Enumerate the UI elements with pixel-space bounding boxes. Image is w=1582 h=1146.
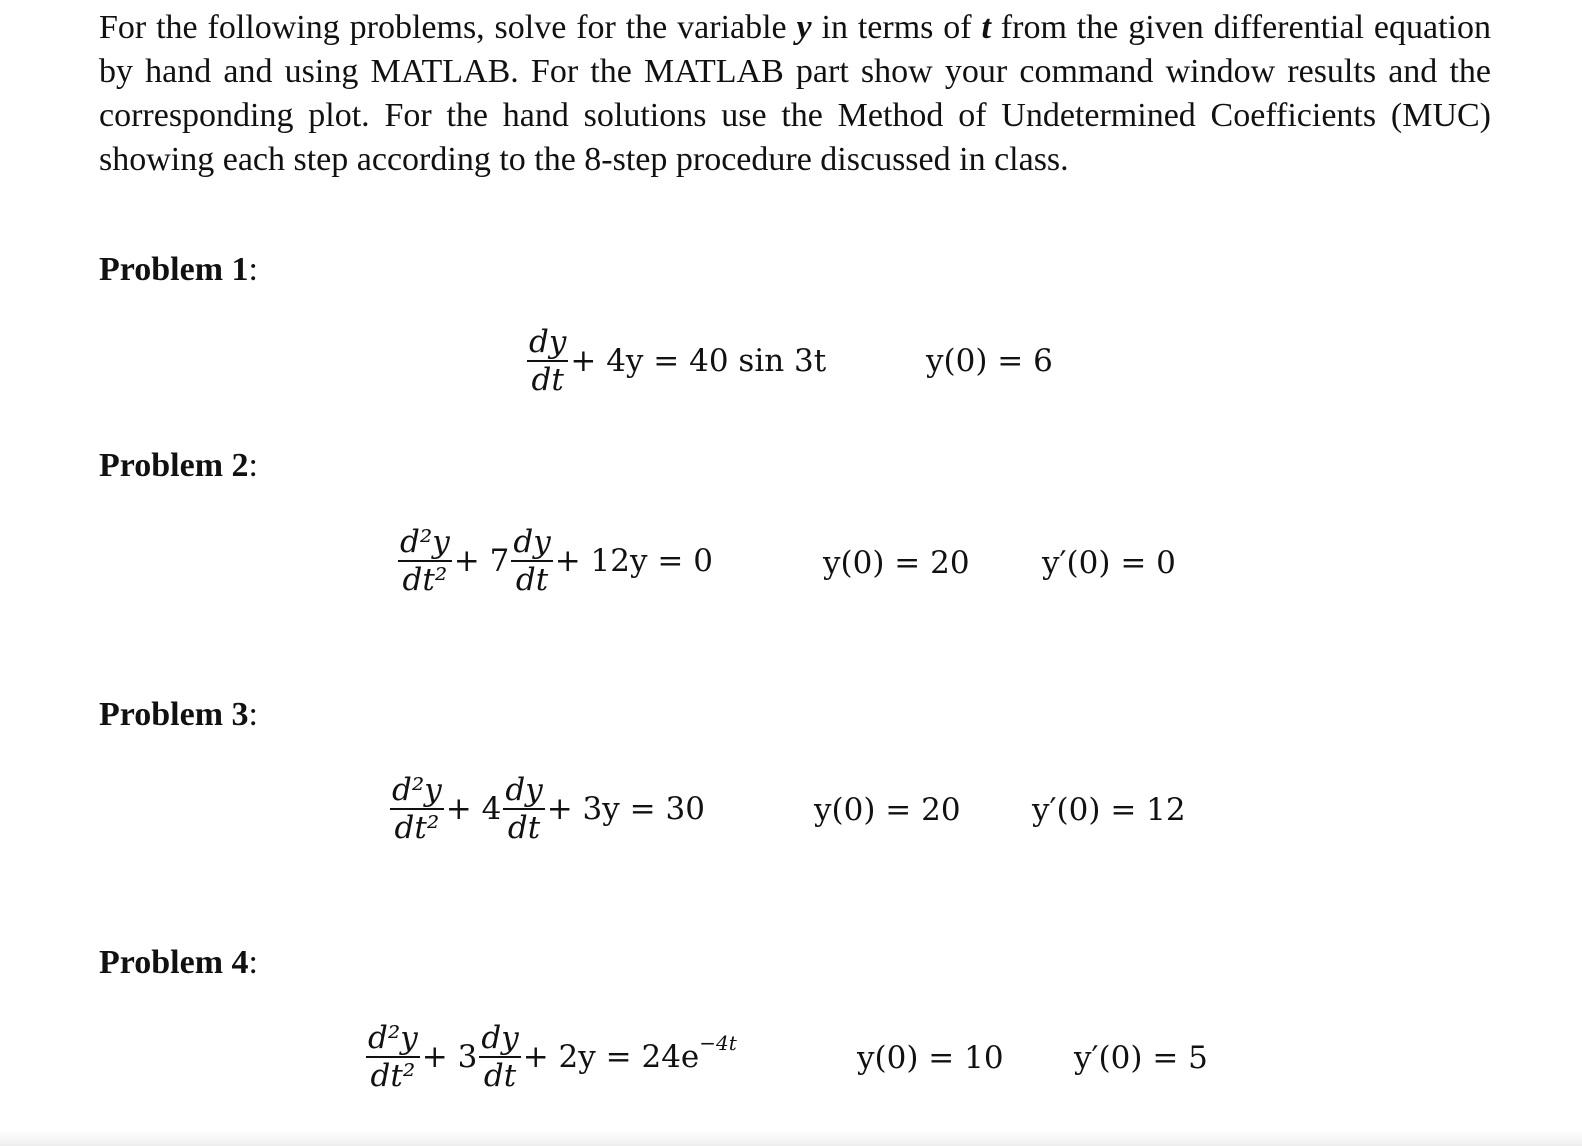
problem-2-initial-condition-y: y(0) = 20 xyxy=(823,545,970,581)
problem-3-equation xyxy=(388,764,705,854)
equation-coefficient: + 3 xyxy=(421,1039,478,1075)
problem-3-label: Problem 3: xyxy=(99,696,258,733)
problem-4-equation xyxy=(364,1012,737,1102)
problem-4-first-derivative-fraction xyxy=(479,1020,520,1094)
instructions-paragraph xyxy=(99,6,1491,182)
problem-4-label: Problem 4: xyxy=(99,944,258,981)
problem-3-initial-condition-yprime: y′(0) = 12 xyxy=(1032,792,1186,828)
problem-3-second-derivative-fraction xyxy=(390,772,444,846)
problem-3-first-derivative-fraction xyxy=(503,772,544,846)
fraction-denominator: dt xyxy=(483,1058,517,1094)
instructions-text-1: For the following problems, solve for the variable xyxy=(99,9,797,46)
fraction-denominator: dt² xyxy=(370,1058,416,1094)
problem-3-initial-condition-y: y(0) = 20 xyxy=(814,792,961,828)
variable-t: t xyxy=(981,9,991,46)
problem-1-dy-dt-fraction xyxy=(527,324,568,398)
problem-4-second-derivative-fraction xyxy=(366,1020,420,1094)
problem-2-label: Problem 2: xyxy=(99,447,258,484)
problem-2-first-derivative-fraction xyxy=(511,524,552,598)
variable-y: y xyxy=(796,9,812,46)
fraction-numerator: dy xyxy=(505,772,543,808)
equation-coefficient: + 7 xyxy=(453,543,510,579)
fraction-numerator: dy xyxy=(529,324,567,360)
problem-1-equation xyxy=(525,316,826,406)
problem-4-initial-condition-y: y(0) = 10 xyxy=(857,1040,1004,1076)
fraction-numerator: dy xyxy=(513,524,551,560)
fraction-numerator: d²y xyxy=(400,524,450,560)
problem-1-initial-condition-y: y(0) = 6 xyxy=(926,343,1053,379)
problem-1-label: Problem 1: xyxy=(99,251,258,288)
fraction-denominator: dt xyxy=(515,562,549,598)
problem-2-second-derivative-fraction xyxy=(398,524,452,598)
fraction-numerator: d²y xyxy=(392,772,442,808)
instructions-text-2: in terms of xyxy=(811,9,982,46)
equation-rhs: + 12y = 0 xyxy=(554,543,713,579)
equation-rhs: + 3y = 30 xyxy=(546,791,705,827)
equation-rhs: + 4y = 40 sin 3t xyxy=(570,343,827,379)
problem-2-equation xyxy=(396,516,713,606)
page-bottom-shadow xyxy=(0,1130,1582,1146)
problem-2-initial-condition-yprime: y′(0) = 0 xyxy=(1042,545,1176,581)
equation-coefficient: + 4 xyxy=(445,791,502,827)
equation-rhs: + 2y = 24e xyxy=(522,1039,700,1075)
fraction-numerator: d²y xyxy=(368,1020,418,1056)
exponent: −4t xyxy=(699,1031,737,1055)
fraction-numerator: dy xyxy=(481,1020,519,1056)
problem-4-initial-condition-yprime: y′(0) = 5 xyxy=(1074,1040,1208,1076)
fraction-denominator: dt xyxy=(531,362,564,398)
fraction-denominator: dt xyxy=(507,810,541,846)
instructions-text-3: from the given differential equation by hand and using MATLAB. For the MATLAB part show your command window results and the corresponding plot. For the hand solutions use the Method of Undetermined Coefficients (MUC) showing each step according to the 8-step procedure discussed in class. xyxy=(99,9,1491,178)
fraction-denominator: dt² xyxy=(402,562,448,598)
fraction-denominator: dt² xyxy=(394,810,440,846)
